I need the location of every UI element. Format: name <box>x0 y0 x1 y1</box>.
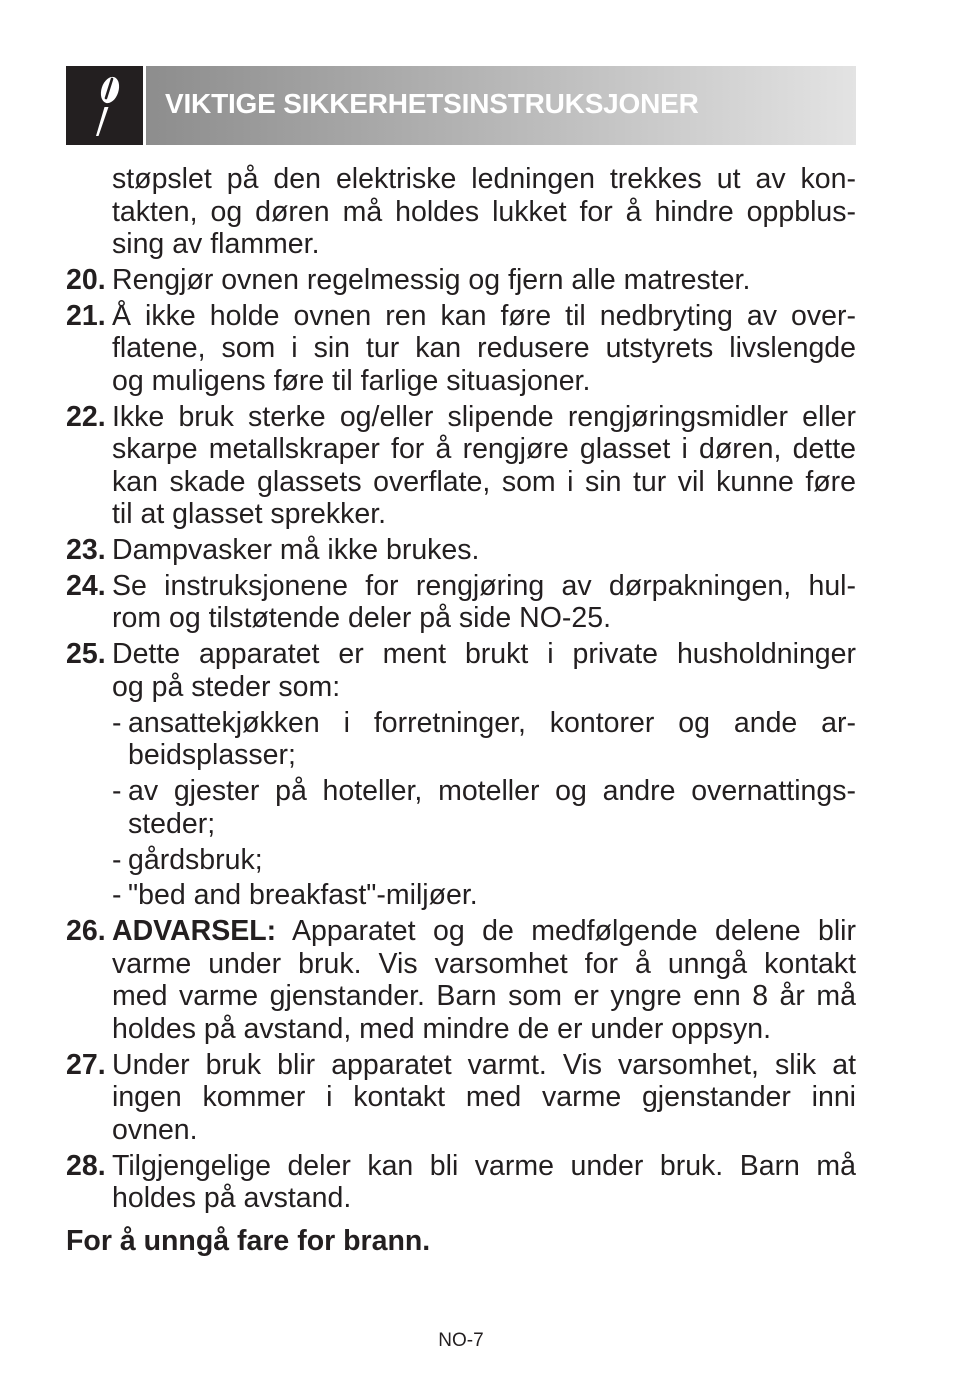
intro-line: støpslet på den elektriske ledningen trekkes ut av kon- <box>112 163 856 195</box>
item-number: 20. <box>66 263 106 296</box>
item-number: 25. <box>66 638 106 671</box>
section-heading: For å unngå fare for brann. <box>66 1224 431 1257</box>
item-number: 24. <box>66 569 106 602</box>
item-line: ingen kommer i kontakt med varme gjenstander inni <box>112 1081 856 1114</box>
item-number: 28. <box>66 1149 106 1182</box>
item-number: 26. <box>66 915 106 948</box>
item-number: 23. <box>66 534 106 567</box>
item-line: og på steder som: <box>112 670 341 703</box>
item-line: kan skade glassets overflate, som i sin tur vil kunne føre <box>112 465 856 498</box>
header-icon-box <box>66 66 143 145</box>
bullet-item <box>112 775 856 840</box>
list-item-25 <box>66 638 856 912</box>
item-line: ovnen. <box>112 1113 198 1146</box>
bullet-marker: - <box>112 879 122 912</box>
item-line: med varme gjenstander. Barn som er yngre enn 8 år må <box>112 980 856 1013</box>
list-item-20 <box>66 264 856 297</box>
item-number: 22. <box>66 400 106 433</box>
item-line: flatene, som i sin tur kan redusere utstyrets livslengde <box>112 332 856 365</box>
list-item-27 <box>66 1049 856 1147</box>
instructions-content <box>66 163 856 1257</box>
item-line: Under bruk blir apparatet varmt. Vis varsomhet, slik at <box>112 1048 856 1081</box>
bullet-line: gårdsbruk; <box>128 843 263 876</box>
list-item-21 <box>66 300 856 398</box>
item-line: Se instruksjonene for rengjøring av dørpakningen, hul- <box>112 569 856 602</box>
item-line: Ikke bruk sterke og/eller slipende rengjøringsmidler eller <box>112 400 856 433</box>
bullet-marker: - <box>112 775 122 808</box>
bullet-line: steder; <box>128 807 216 840</box>
bullet-item <box>112 879 856 912</box>
item-line: holdes på avstand, med mindre de er under oppsyn. <box>112 1012 772 1045</box>
item-line: rom og tilstøtende deler på side NO-25. <box>112 602 611 635</box>
intro-line: sing av flammer. <box>112 228 320 260</box>
header-title: VIKTIGE SIKKERHETSINSTRUKSJONER <box>165 88 699 119</box>
bullet-line: "bed and breakfast"-miljøer. <box>128 879 478 912</box>
item-number: 21. <box>66 299 106 332</box>
warning-label: ADVARSEL: <box>112 915 277 948</box>
item-line: holdes på avstand. <box>112 1182 352 1215</box>
item-number: 27. <box>66 1048 106 1081</box>
item-line: til at glasset sprekker. <box>112 498 387 531</box>
page-number: NO-7 <box>438 1330 484 1351</box>
bullet-line: av gjester på hoteller, moteller og andre overnattings- <box>128 775 856 808</box>
item-line: og muligens føre til farlige situasjoner. <box>112 364 591 397</box>
intro-paragraph <box>66 163 856 261</box>
list-item-28 <box>66 1150 856 1215</box>
bullet-marker: - <box>112 706 122 739</box>
item-line: varme under bruk. Vis varsomhet for å unngå kontakt <box>112 947 856 980</box>
item-line: Rengjør ovnen regelmessig og fjern alle matrester. <box>112 263 751 296</box>
item-line <box>112 915 856 948</box>
bullet-item <box>112 844 856 877</box>
bullet-item <box>112 707 856 772</box>
item-line: Dampvasker må ikke brukes. <box>112 534 480 567</box>
item-line: Å ikke holde ovnen ren kan føre til nedbryting av over- <box>112 299 856 332</box>
bullet-marker: - <box>112 843 122 876</box>
list-item-23 <box>66 534 856 567</box>
exclamation-icon <box>66 66 143 145</box>
list-item-24 <box>66 570 856 635</box>
list-item-22 <box>66 401 856 531</box>
item-line-text: Apparatet og de medfølgende delene blir <box>291 915 856 948</box>
item-line: Dette apparatet er ment brukt i private husholdninger <box>112 638 856 671</box>
intro-line: takten, og døren må holdes lukket for å hindre oppblus- <box>112 195 856 228</box>
item-line: skarpe metallskraper for å rengjøre glasset i døren, dette <box>112 433 856 466</box>
item-line: Tilgjengelige deler kan bli varme under bruk. Barn må <box>112 1149 856 1182</box>
bullet-line: ansattekjøkken i forretninger, kontorer og ande ar- <box>128 706 856 739</box>
list-item-26 <box>66 915 856 1045</box>
header-bar <box>146 66 856 145</box>
bullet-line: beidsplasser; <box>128 739 296 772</box>
